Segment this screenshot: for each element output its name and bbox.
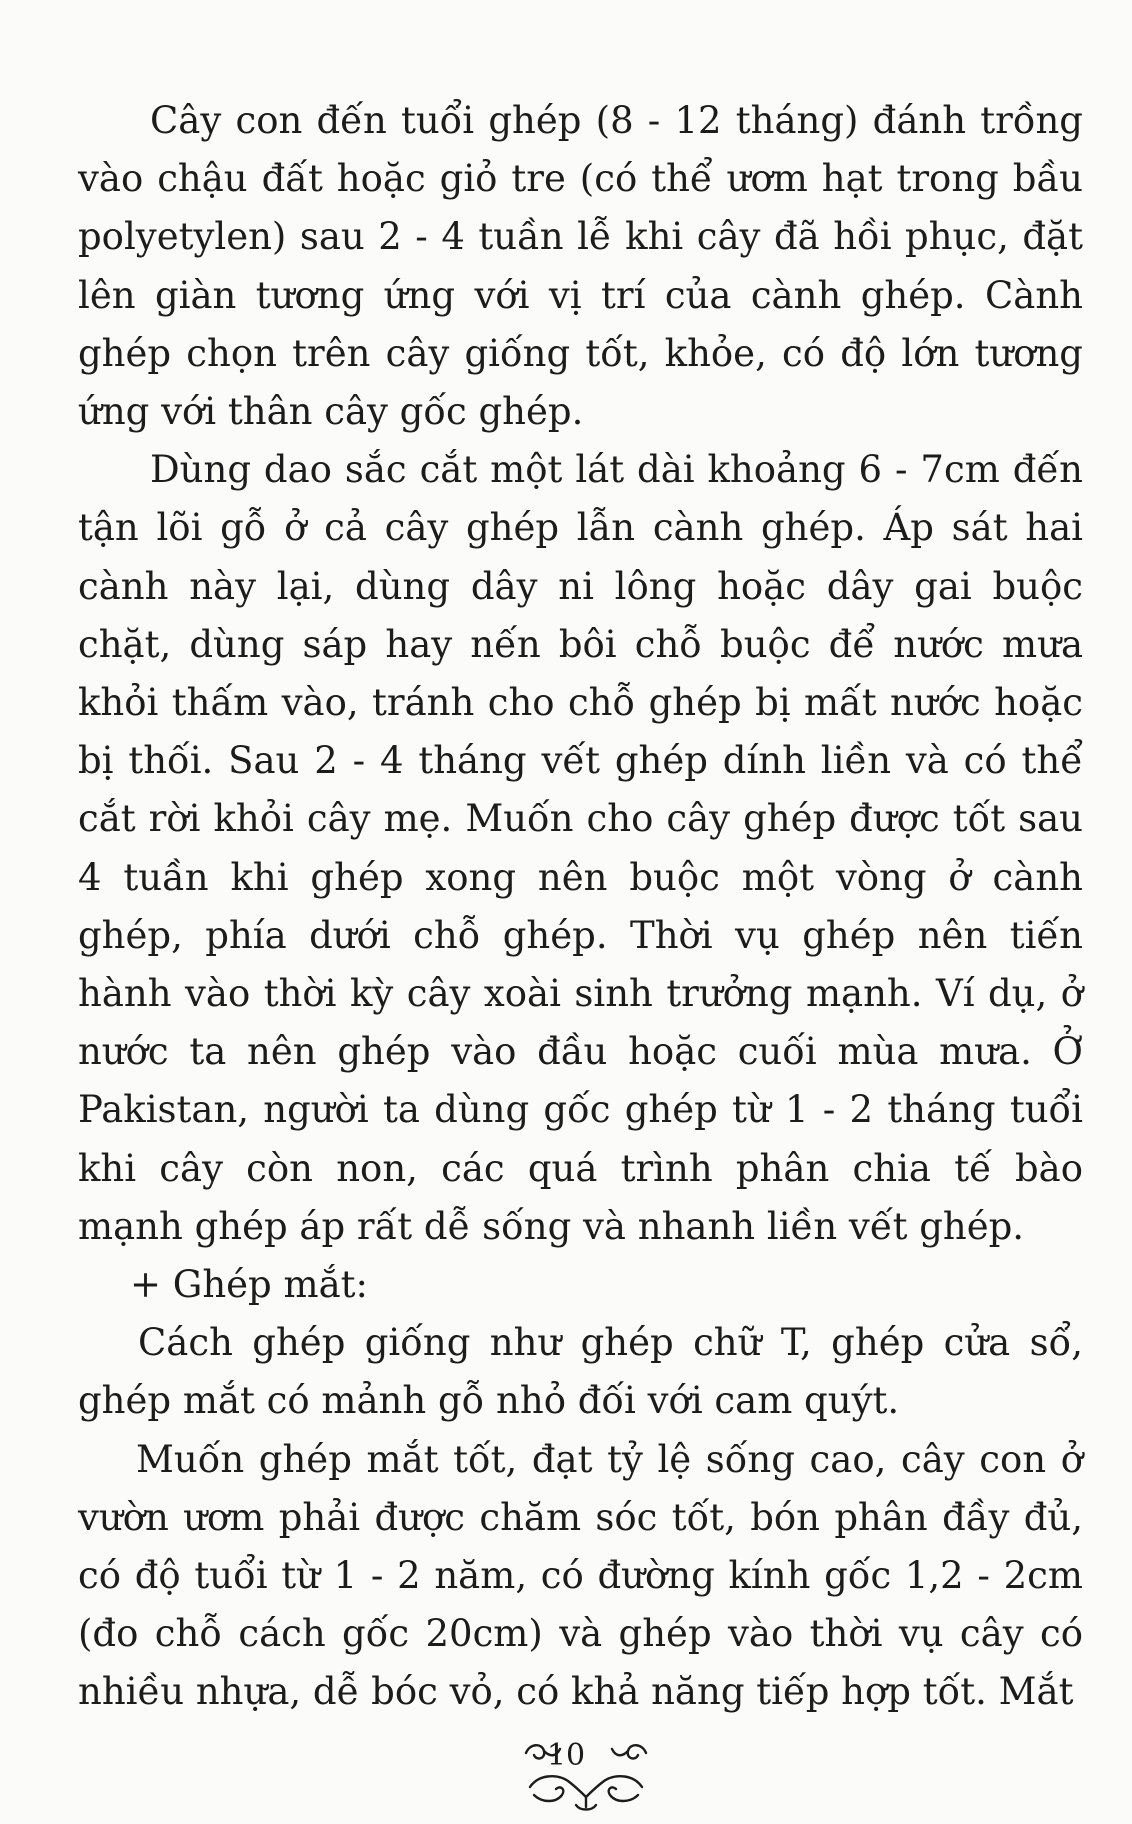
- page-number: 10: [546, 1738, 586, 1773]
- page-footer: [0, 1735, 1132, 1815]
- section-heading-bud-grafting: + Ghép mắt:: [130, 1263, 368, 1307]
- body-text: [78, 92, 1083, 1722]
- paragraph-approach-grafting: Dùng dao sắc cắt một lát dài khoảng 6 - 7cm đến tận lõi gỗ ở cả cây ghép lẫn cành ghép. Áp sát hai cành này lại, dùng dây ni lông hoặc dây gai buộc chặt, dùng sáp hay nến bôi chỗ buộc để nước mưa khỏi thấm vào, tránh cho chỗ ghép bị mất nước hoặc bị thối. Sau 2 - 4 tháng vết ghép dính liền và có thể cắt rời khỏi cây mẹ. Muốn cho cây ghép được tốt sau 4 tuần khi ghép xong nên buộc một vòng ở cành ghép, phía dưới chỗ ghép. Thời vụ ghép nên tiến hành vào thời kỳ cây xoài sinh trưởng mạnh. Ví dụ, ở nước ta nên ghép vào đầu hoặc cuối mùa mưa. Ở Pakistan, người ta dùng gốc ghép từ 1 - 2 tháng tuổi khi cây còn non, các quá trình phân chia tế bào mạnh ghép áp rất dễ sống và nhanh liền vết ghép.: [78, 448, 1083, 1248]
- paragraph-bud-grafting-conditions: Muốn ghép mắt tốt, đạt tỷ lệ sống cao, cây con ở vườn ươm phải được chăm sóc tốt, bón phân đầy đủ, có độ tuổi từ 1 - 2 năm, có đường kính gốc 1,2 - 2cm (đo chỗ cách gốc 20cm) và ghép vào thời vụ cây có nhiều nhựa, dễ bóc vỏ, có khả năng tiếp hợp tốt. Mắt: [78, 1437, 1083, 1714]
- paragraph-grafting-methods: Cách ghép giống như ghép chữ T, ghép cửa sổ, ghép mắt có mảnh gỗ nhỏ đối với cam quýt.: [78, 1321, 1083, 1423]
- paragraph-rootstock-planting: Cây con đến tuổi ghép (8 - 12 tháng) đánh trồng vào chậu đất hoặc giỏ tre (có thể ươm hạt trong bầu polyetylen) sau 2 - 4 tuần lễ khi cây đã hồi phục, đặt lên giàn tương ứng với vị trí của cành ghép. Cành ghép chọn trên cây giống tốt, khỏe, có độ lớn tương ứng với thân cây gốc ghép.: [78, 99, 1083, 434]
